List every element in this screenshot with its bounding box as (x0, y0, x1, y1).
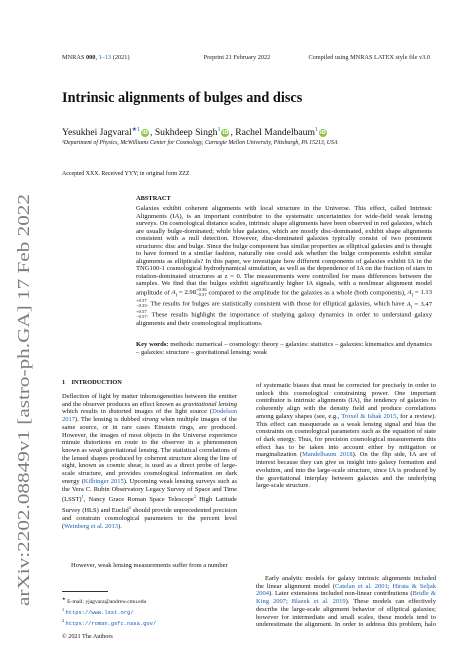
footnote-mark[interactable]: 2 (193, 494, 196, 500)
author-name: Yesukhei Jagvaral (62, 127, 132, 139)
footnotes (62, 595, 156, 628)
arxiv-id-text: arXiv:2202.08849v1 [astro-ph.GA] 17 Feb 2022 (14, 271, 33, 606)
journal-pages-link[interactable]: 1–13 (98, 54, 112, 61)
journal-year: (2021) (111, 54, 130, 61)
footnote-mark[interactable]: 1 (81, 494, 84, 500)
intro-right-paragraph-2 (256, 575, 436, 628)
footnote-email: ★ E-mail: yjagvara@andrew.cmu.edu (62, 596, 147, 605)
compile-note: Compiled using MNRAS LATEX style file v3.0 (308, 54, 430, 61)
citation-link[interactable]: Mandelbaum 2018 (302, 451, 353, 459)
footnote-url-link[interactable]: https://roman.gsfc.nasa.gov/ (65, 620, 157, 627)
abstract-text: Galaxies exhibit coherent alignments with local structure in the Universe. This effect, called Intrinsic Alignments (IA), is an important contributor to the systematic uncertainties for wide-field weak lensing surveys. On cosmological distance scales, intrinsic shape alignments have been observed in red galaxies, which are usually bulge-dominated; while blue galaxies, which are mostly disc-dominated, exhibit shape alignments consistent with a null detection. However, disc-dominated galaxies typically consist of two prominent structures: disc and bulge. Since the bulge component has similar properties as elliptical galaxies and is thought to have formed in a similar fashion, naturally one could ask whether the bulge components exhibit similar alignments as ellipticals? In this paper, we investigate how different components of galaxies exhibit IA in the TNG100-1 cosmological hydrodynamical simulation, as well as the dependence of IA on the fraction of stars in rotation-dominated structures at z = 0. The measurements were controlled for mass differences between the samples. We find that the bulges exhibit significantly higher IA signals, with a nonlinear alignment model amplitude of (136, 205, 432, 297)
paper-title: Intrinsic alignments of bulges and discs (62, 90, 303, 106)
arxiv-stamp (8, 188, 38, 608)
citation-link[interactable]: Kilbinger 2015 (83, 477, 124, 485)
affiliation: ¹Department of Physics, McWilliams Center for Cosmology, Carnegie Mellon University, Pittsburgh, PA 15213, USA (62, 140, 338, 146)
footnote-item: $^2$ https://roman.gsfc.nasa.gov/ (62, 617, 157, 627)
abstract-text: compared to the amplitude for the galaxies as a whole (both components), (206, 289, 408, 297)
author-affil-mark[interactable]: 1 (217, 127, 221, 133)
journal-volume: 000 (85, 54, 96, 61)
citation-link[interactable]: Dodelson 2017 (62, 408, 237, 424)
intro-right-column (256, 382, 436, 490)
intro-left-column (62, 393, 237, 531)
paragraph: Early analytic models for galaxy intrinsic alignments included the linear alignment model (Catelan et al. 2001; Hirata & Seljak 2004). Later extensions included non-linear contributions (Bridle & King 2007; Blazek et al. 2019). These models can effectively describe the large-scale alignment behavior of elliptical galaxies; however for intermediate and small scales, these models tend to underestimate the alignment. In order to address this problem, halo (256, 575, 436, 628)
intro-left-paragraph-2 (62, 562, 237, 570)
abstract-body (136, 205, 432, 328)
footnote-mark[interactable]: 3 (128, 505, 131, 511)
keywords-text: methods: numerical – cosmology: theory – galaxies: statistics – galaxies: kinematics and dynamics – galaxies: structure – gravitational lensing: weak (136, 341, 432, 356)
copyright: © 2021 The Authors (62, 633, 113, 640)
citation-link[interactable]: Blazek et al. 2019 (291, 598, 346, 606)
footnote-url-link[interactable]: https://www.lsst.org/ (65, 609, 134, 616)
keywords-label: Key words: (136, 341, 169, 348)
abstract-text: . The results for bulges are statistically consistent with those for elliptical galaxies, which have (146, 300, 407, 308)
keywords (136, 341, 432, 356)
orcid-icon[interactable]: iD (142, 130, 148, 137)
orcid-icon[interactable]: iD (222, 130, 229, 137)
math-amplitude: $A_I = 2.98$ +0.36 −0.37 (171, 287, 207, 298)
citation-link[interactable]: Hirata & Seljak 2004 (256, 582, 436, 598)
citation-link[interactable]: Bridle & King 2007 (256, 590, 436, 606)
author-name: Rachel Mandelbaum (235, 127, 315, 139)
section-number: 1 (62, 379, 66, 386)
citation-link[interactable]: Weinberg et al. 2013 (64, 522, 119, 530)
section-title: INTRODUCTION (71, 379, 122, 386)
paragraph: Deflection of light by matter inhomogeneities between the emitter and the observer produces an effect known as gravitational lensing which results in distorted images of the light source (Dodelson 2017). The lensing is dubbed strong when multiple images of the same source, or in rare cases Einstein rings, are produced. However, the images of most objects in the Universe experience minute distortions en route to the observer in a phenomenon known as weak gravitational lensing. The statistical correlations of the lensed shapes produced by coherent structure along the line of sight, known as cosmic shear, is used as a direct probe of large-scale structure, and provides cosmological information on dark energy (Kilbinger 2015). Upcoming weak lensing surveys such as the Vera C. Rubin Observatory Legacy Survey of Space and Time (LSST)$^1$, Nancy Grace Roman Space Telescope$^2$ High Latitude Survey (HLS) and Euclid$^3$ should provide unprecedented precision and constrain cosmological parameters to the percent level (Weinberg et al. 2013). (62, 393, 238, 530)
journal-name: MNRAS (62, 54, 86, 61)
author-name: Sukhdeep Singh (154, 127, 218, 139)
abstract-text: . These results highlight the importance of studying galaxy dynamics in order to understand galaxy alignments and their cosmological implications. (136, 311, 432, 327)
author-affil-mark[interactable]: ★1 (131, 127, 141, 133)
author-affil-mark[interactable]: 1 (314, 127, 318, 133)
section-heading (62, 379, 122, 386)
abstract-heading: ABSTRACT (136, 195, 171, 202)
citation-link[interactable]: Troxel & Ishak 2015 (341, 412, 397, 420)
math-amplitude: $A_I = 3.47$ +0.57 −0.57 (136, 300, 432, 320)
math-amplitude: $A_I = 1.13$ +0.37 −0.35 (136, 289, 432, 308)
paragraph: of systematic biases that must be corrected for precisely in order to unlock this cosmological constraining power. One important contributor is intrinsic alignments (IA), the tendency of galaxies to coherently align with the density field and produce correlations among galaxy shapes (see, e.g., Troxel & Ishak 2015, for a review). This effect can masquerade as a weak lensing signal and bias the constraints on cosmological parameters such as the equation of state of dark energy. Thus, for precision cosmological measurements this effect has to be taken into account either by mitigation or marginalization (Mandelbaum 2018). On the flip side, IA are of interest because they can give us insight into galaxy formation and evolution, and into the large-scale structure, since IA is produced by the gravitational interplay between galaxies and the underlying large-scale structure. (256, 382, 436, 490)
preprint-date: Preprint 21 February 2022 (203, 54, 271, 61)
footnote-rule (62, 591, 108, 592)
footnote-item: $^1$ https://www.lsst.org/ (62, 606, 134, 616)
citation-link[interactable]: Catelan et al. 2001 (335, 582, 388, 590)
acceptance-note: Accepted XXX. Received YYY; in original form ZZZ (62, 171, 190, 177)
orcid-icon[interactable]: iD (319, 130, 326, 137)
journal-sep: , (95, 54, 99, 61)
paragraph: However, weak lensing measurements suffer from a number (71, 562, 228, 569)
author-list: Yesukhei Jagvaral$^{★1}$iD , Sukhdeep Singh$^1$iD , Rachel Mandelbaum$^1$iD (62, 127, 326, 139)
